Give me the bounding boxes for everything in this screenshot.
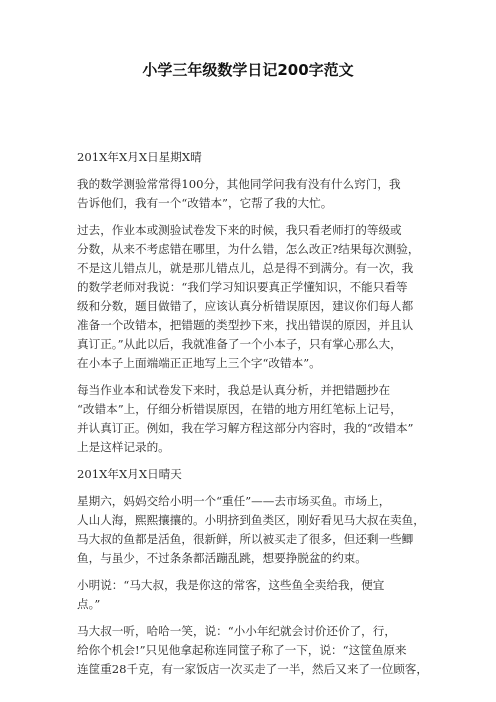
text-line: 每当作业本和试卷发下来时，我总是认真分析，并把错题抄在 <box>77 383 391 397</box>
text-line: 在小本子上面端端正正地写上三个字“改错本”。 <box>77 356 321 370</box>
text-line: “改错本”上，仔细分析错误原因，在错的地方用红笔标上记号， <box>77 402 402 416</box>
text-line: 准备一个改错本，把错题的类型抄下来，找出错误的原因，并且认 <box>77 318 414 332</box>
text-line: 过去，作业本或测验试卷发下来的时候，我只看老师打的等级或 <box>77 223 402 237</box>
document-body <box>77 148 437 687</box>
text-line: 分数，从来不考虑错在哪里，为什么错，怎么改正?结果每次测验， <box>77 242 420 256</box>
text-line: 真订正。”从此以后，我就准备了一个小本子，只有掌心那么大， <box>77 337 402 351</box>
text-line: 连筐重28千克，有一家饭店一次买走了一半，然后又来了一位顾客， <box>77 662 428 676</box>
paragraph <box>77 622 437 679</box>
paragraph <box>77 492 437 568</box>
text-line: 人山人海，熙熙攘攘的。小明挤到鱼类区，刚好看见马大叔在卖鱼， <box>77 513 425 527</box>
text-line: 星期六，妈妈交给小明一个“重任”——去市场买鱼。市场上， <box>77 494 391 508</box>
text-line: 告诉他们，我有一个“改错本”，它帮了我的大忙。 <box>77 196 333 210</box>
paragraph <box>77 175 437 213</box>
text-line: 并认真订正。例如，我在学习解方程这部分内容时，我的“改错本” <box>77 421 414 435</box>
paragraph <box>77 465 437 484</box>
paragraph <box>77 221 437 373</box>
document-title: 小学三年级数学日记200字范文 <box>142 61 354 79</box>
text-line: 级和分数，题目做错了，应该认真分析错误原因，建议你们每人都 <box>77 299 414 313</box>
paragraph <box>77 148 437 167</box>
text-line: 201X年X月X日晴天 <box>77 467 182 481</box>
text-line: 上是这样记录的。 <box>77 440 170 454</box>
text-line: 小明说：“马大叔，我是你这的常客，这些鱼全卖给我，便宜 <box>77 578 385 592</box>
text-line: 的数学老师对我说：“我们学习知识要真正学懂知识，不能只看等 <box>77 280 408 294</box>
text-line: 点。” <box>77 597 101 611</box>
text-line: 马大叔的鱼都是活鱼，很新鲜，所以被买走了很多，但还剩一些鲫 <box>77 532 414 546</box>
text-line: 不是这儿错点儿，就是那儿错点儿，总是得不到满分。有一次，我 <box>77 261 414 275</box>
text-line: 给你个机会!”只见他拿起称连同筐子称了一下，说：“这筐鱼原来 <box>77 643 407 657</box>
text-line: 鱼，与虽少，不过条条都活蹦乱跳，想要挣脱盆的约束。 <box>77 551 367 565</box>
text-line: 我的数学测验常常得100分，其他同学问我有没有什么窍门，我 <box>77 177 401 191</box>
text-line: 201X年X月X日星期X晴 <box>77 150 202 164</box>
text-line: 马大叔一听，哈哈一笑，说：“小小年纪就会讨价还价了，行， <box>77 624 396 638</box>
paragraph <box>77 576 437 614</box>
paragraph <box>77 381 437 457</box>
